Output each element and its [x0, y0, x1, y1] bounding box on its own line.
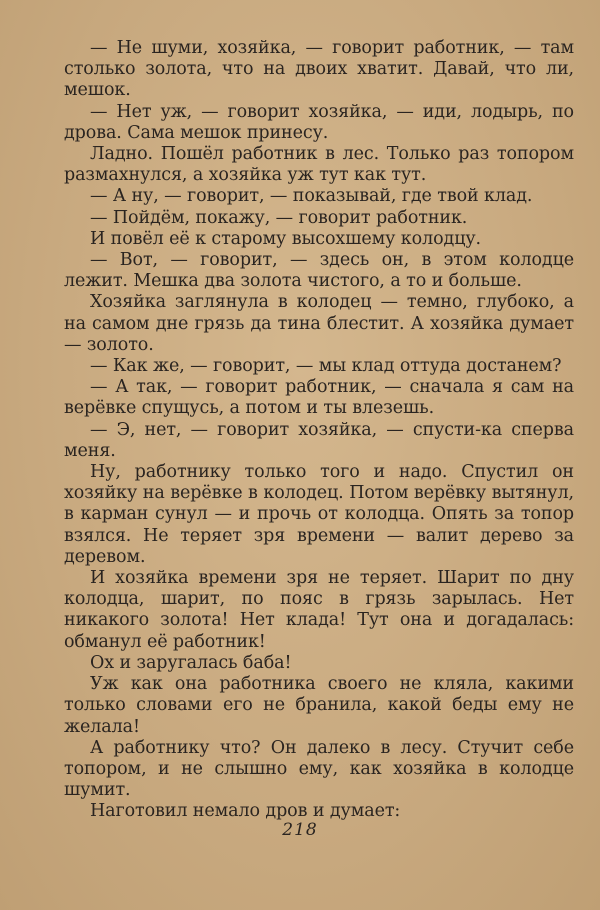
- paragraph-16: А работнику что? Он далеко в лесу. Стучит себе топором, и не слышно ему, как хозяйка в колодце шумит.: [64, 737, 574, 801]
- paragraph-8: Хозяйка заглянула в колодец — темно, глубоко, а на самом дне грязь да тина блестит. А хозяйка думает — золото.: [64, 292, 574, 355]
- paragraph-11: — Э, нет, — говорит хозяйка, — спусти-ка сперва меня.: [64, 419, 574, 461]
- paragraph-1: — Не шуми, хозяйка, — говорит работник, — там столько золота, что на двоих хватит. Давай, что ли, мешок.: [64, 38, 574, 101]
- paragraph-6: И повёл её к старому высохшему колодцу.: [90, 228, 482, 249]
- paragraph-12: Ну, работнику только того и надо. Спустил он хозяйку на верёвке в колодец. Потом верёвку вытянул, в карман сунул — и прочь от колодца. Опять за топор взялся. Не теряет зря времени — валит дерево за деревом.: [64, 462, 574, 567]
- page-text: [64, 38, 574, 823]
- paragraph-14: Ох и заругалась баба!: [90, 652, 292, 673]
- paragraph-13: И хозяйка времени зря не теряет. Шарит по дну колодца, шарит, по пояс в грязь зарылась. Нет никакого золота! Нет клада! Тут она и догадалась: обманул её работник!: [64, 568, 574, 652]
- paragraph-5: — Пойдём, покажу, — говорит работник.: [90, 207, 468, 228]
- page-number: 218: [282, 820, 318, 840]
- paragraph-3: Ладно. Пошёл работник в лес. Только раз топором размахнулся, а хозяйка уж тут как тут.: [64, 144, 574, 186]
- paragraph-17: Наготовил немало дров и думает:: [90, 801, 401, 822]
- paragraph-10: — А так, — говорит работник, — сначала я сам на верёвке спущусь, а потом и ты влезешь.: [64, 377, 574, 419]
- paragraph-4: — А ну, — говорит, — показывай, где твой клад.: [90, 186, 533, 207]
- paragraph-2: — Нет уж, — говорит хозяйка, — иди, лодырь, по дрова. Сама мешок принесу.: [64, 101, 574, 143]
- paragraph-7: — Вот, — говорит, — здесь он, в этом колодце лежит. Мешка два золота чистого, а то и больше.: [64, 250, 574, 292]
- paragraph-9: — Как же, — говорит, — мы клад оттуда достанем?: [90, 356, 562, 377]
- paragraph-15: Уж как она работника своего не кляла, какими только словами его не бранила, какой беды ему не желала!: [64, 674, 574, 737]
